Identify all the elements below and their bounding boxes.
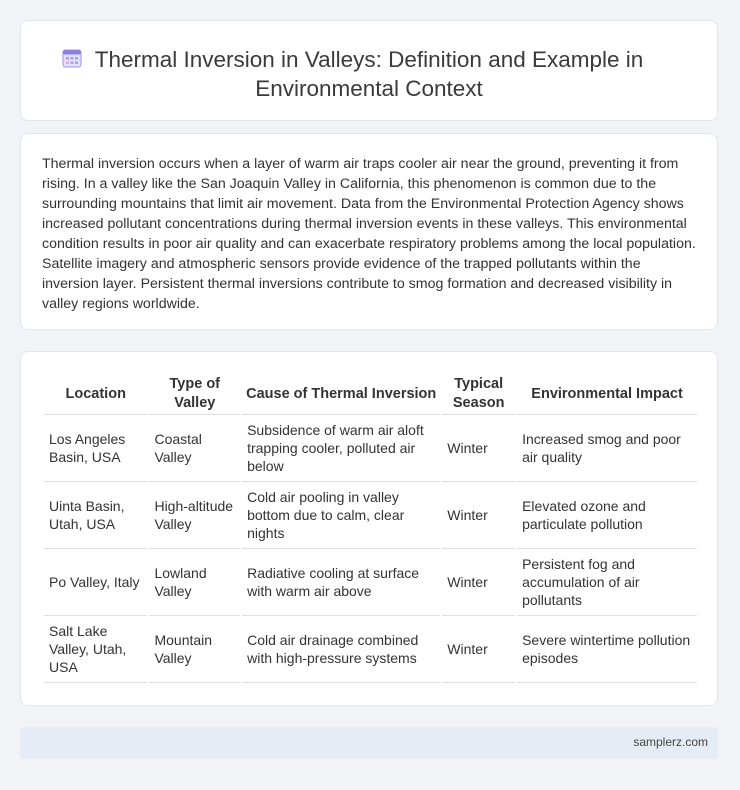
cell-type: Mountain Valley <box>149 616 240 683</box>
cell-location: Salt Lake Valley, Utah, USA <box>44 616 147 683</box>
cell-season: Winter <box>442 415 515 482</box>
table-row <box>44 616 697 683</box>
cell-cause: Cold air pooling in valley bottom due to calm, clear nights <box>242 482 440 549</box>
cell-cause: Radiative cooling at surface with warm air above <box>242 549 440 616</box>
footer-bar <box>20 727 718 759</box>
header-location: Location <box>44 374 147 415</box>
cell-season: Winter <box>442 549 515 616</box>
header-type-of-valley: Type of Valley <box>149 374 240 415</box>
cell-type: Lowland Valley <box>149 549 240 616</box>
cell-impact: Severe wintertime pollution episodes <box>517 616 697 683</box>
cell-impact: Elevated ozone and particulate pollution <box>517 482 697 549</box>
title-card <box>20 20 718 121</box>
cell-cause: Cold air drainage combined with high-pressure systems <box>242 616 440 683</box>
table-row <box>44 415 697 482</box>
cell-impact: Persistent fog and accumulation of air pollutants <box>517 549 697 616</box>
cell-type: Coastal Valley <box>149 415 240 482</box>
table-header-row <box>44 374 697 415</box>
page-title: Thermal Inversion in Valleys: Definition and Example in Environmental Context <box>94 47 644 101</box>
table-card <box>20 351 718 706</box>
cell-season: Winter <box>442 616 515 683</box>
footer-site-link[interactable]: samplerz.com <box>633 735 708 749</box>
inversion-table <box>42 374 699 683</box>
cell-type: High-altitude Valley <box>149 482 240 549</box>
intro-paragraph: Thermal inversion occurs when a layer of warm air traps cooler air near the ground, preventing it from rising. In a valley like the San Joaquin Valley in California, this phenomenon is common due to the surrounding mountains that limit air movement. Data from the Environmental Protection Agency shows increased pollutant concentrations during thermal inversion events in these valleys. This environmental condition results in poor air quality and can exacerbate respiratory problems among the local population. Satellite imagery and atmospheric sensors provide evidence of the trapped pollutants within the inversion layer. Persistent thermal inversions contribute to smog formation and decreased visibility in valley regions worldwide. <box>42 156 696 312</box>
cell-season: Winter <box>442 482 515 549</box>
cell-cause: Subsidence of warm air aloft trapping cooler, polluted air below <box>242 415 440 482</box>
cell-location: Po Valley, Italy <box>44 549 147 616</box>
table-row <box>44 549 697 616</box>
cell-location: Los Angeles Basin, USA <box>44 415 147 482</box>
header-cause: Cause of Thermal Inversion <box>242 374 440 415</box>
header-impact: Environmental Impact <box>517 374 697 415</box>
header-season: Typical Season <box>442 374 515 415</box>
intro-card <box>20 133 718 330</box>
cell-impact: Increased smog and poor air quality <box>517 415 697 482</box>
cell-location: Uinta Basin, Utah, USA <box>44 482 147 549</box>
table-row <box>44 482 697 549</box>
